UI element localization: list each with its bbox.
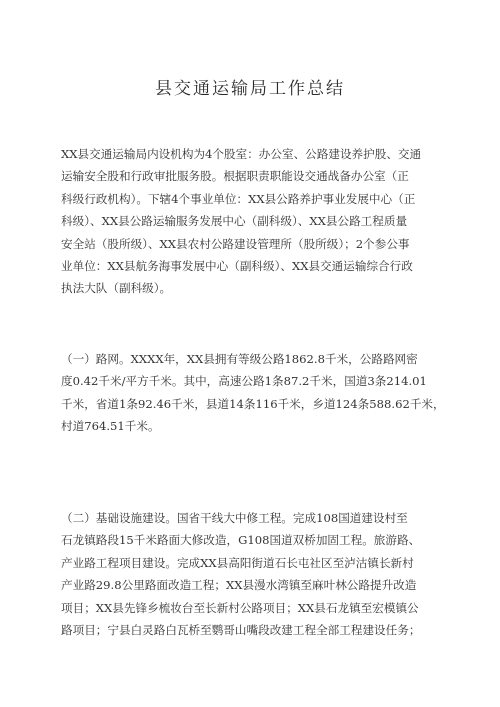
paragraph-line: 千米，省道1条92.46千米，县道14条116千米，乡道124条588.62千米， xyxy=(61,396,445,411)
paragraph-line: 产业路29.8公里路面改造工程；XX县漫水湾镇至麻叶林公路提升改造 xyxy=(61,578,417,593)
paragraph-line: 科级行政机构）。下辖4个事业单位：XX县公路养护事业发展中心（正 xyxy=(61,191,416,206)
paragraph-line: 执法大队（副科级）。 xyxy=(61,281,172,296)
paragraph-organization xyxy=(61,143,446,300)
paragraph-line: 石龙镇路段15千米路面大修改造，G108国道双桥加固工程。旅游路、 xyxy=(61,533,421,548)
paragraph-line: 村道764.51千米。 xyxy=(61,419,160,434)
paragraph-line: XX县交通运输局内设机构为4个股室：办公室、公路建设养护股、交通 xyxy=(61,147,422,161)
paragraph-line: 路项目；宁县白灵路白瓦桥至鹦哥山嘴段改建工程全部工程建设任务； xyxy=(61,623,421,638)
paragraph-line: 产业路工程项目建设。完成XX县高阳街道石长屯社区至泸沽镇长新村 xyxy=(61,555,414,570)
paragraph-line: 安全站（股所级）、XX县农村公路建设管理所（股所级）；2个参公事 xyxy=(61,236,410,251)
paragraph-line: （二）基础设施建设。国省干线大中修工程。完成108国道建设村至 xyxy=(61,511,408,525)
document-title: 县交通运输局工作总结 xyxy=(155,79,345,99)
paragraph-line: 业单位：XX县航务海事发展中心（副科级）、XX县交通运输综合行政 xyxy=(61,259,413,274)
paragraph-line: 科级）、XX县公路运输服务发展中心（副科级）、XX县公路工程质量 xyxy=(61,214,408,229)
paragraph-road-network xyxy=(61,348,446,438)
paragraph-infrastructure xyxy=(61,507,446,641)
paragraph-line: （一）路网。XXXX年，XX县拥有等级公路1862.8千米，公路路网密 xyxy=(61,352,418,366)
paragraph-line: 运输安全股和行政审批服务股。根据职责职能设交通战备办公室（正 xyxy=(61,169,409,184)
paragraph-line: 项目；XX县先锋乡梳妆台至长新村公路项目；XX县石龙镇至宏模镇公 xyxy=(61,600,419,615)
paragraph-line: 度0.42千米/平方千米。其中，高速公路1条87.2千米，国道3条214.01 xyxy=(61,374,427,389)
